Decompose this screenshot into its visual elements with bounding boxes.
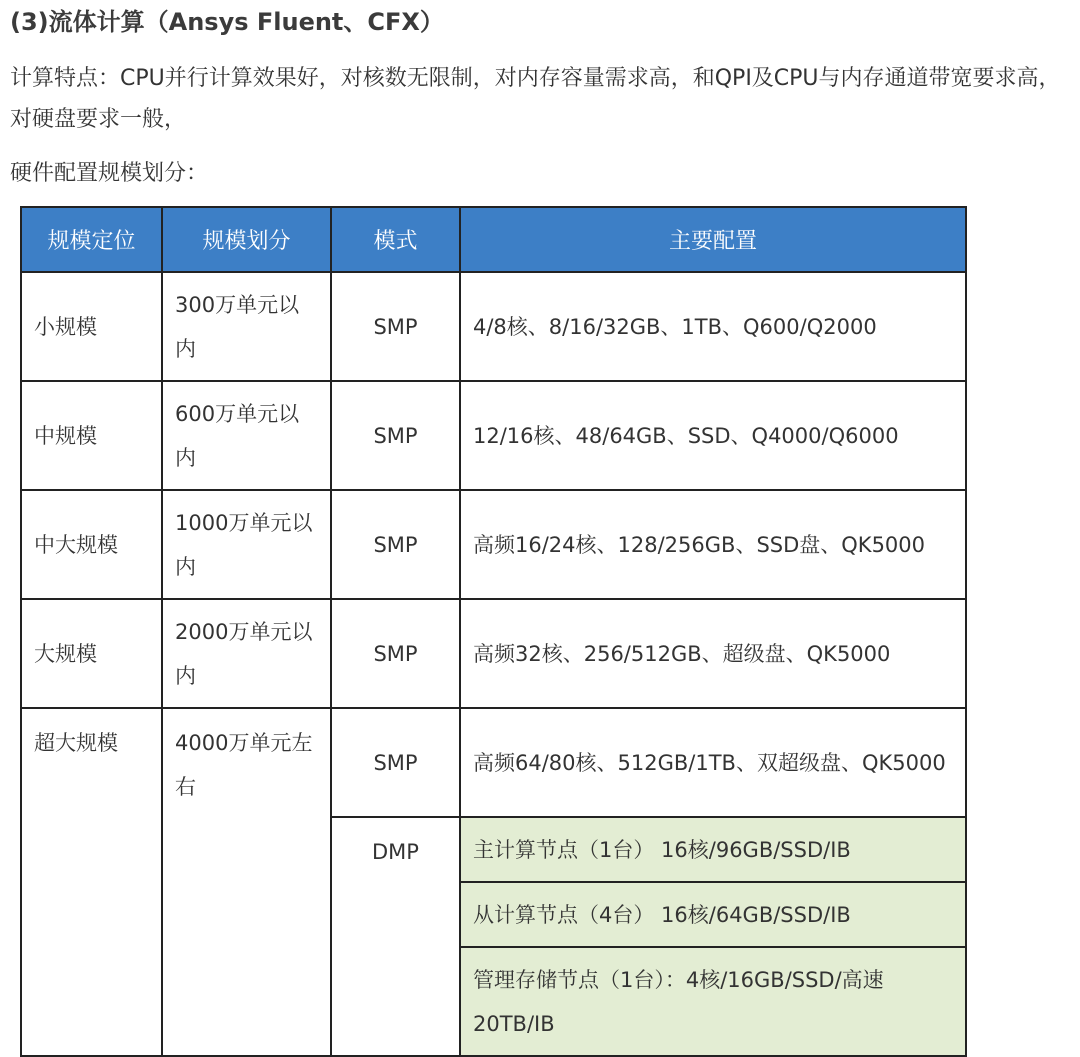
cell-range: 2000万单元以内	[162, 599, 331, 708]
cell-size: 超大规模	[21, 708, 162, 1056]
section-heading: (3)流体计算（Ansys Fluent、CFX）	[10, 8, 444, 36]
hardware-config-table	[20, 206, 967, 1057]
header-mode: 模式	[331, 207, 460, 272]
table-row	[21, 708, 966, 817]
cell-config: 高频32核、256/512GB、超级盘、QK5000	[460, 599, 966, 708]
cell-config: 高频16/24核、128/256GB、SSD盘、QK5000	[460, 490, 966, 599]
cell-size: 大规模	[21, 599, 162, 708]
cell-range: 1000万单元以内	[162, 490, 331, 599]
cell-config: 高频64/80核、512GB/1TB、双超级盘、QK5000	[460, 708, 966, 817]
cell-mode: SMP	[331, 272, 460, 381]
cell-range: 600万单元以内	[162, 381, 331, 490]
cell-dmp-node: 管理存储节点（1台）：4核/16GB/SSD/高速20TB/IB	[460, 947, 966, 1056]
cell-config: 12/16核、48/64GB、SSD、Q4000/Q6000	[460, 381, 966, 490]
computing-characteristics-paragraph: 计算特点：CPU并行计算效果好，对核数无限制，对内存容量需求高，和QPI及CPU与内存通道带宽要求高，对硬盘要求一般，	[10, 66, 1061, 132]
hardware-scale-subheading: 硬件配置规模划分：	[10, 161, 209, 186]
cell-mode: SMP	[331, 381, 460, 490]
cell-dmp-node: 从计算节点（4台） 16核/64GB/SSD/IB	[460, 882, 966, 947]
cell-range: 300万单元以内	[162, 272, 331, 381]
table-row	[21, 599, 966, 708]
table-row	[21, 272, 966, 381]
cell-dmp-node: 主计算节点（1台） 16核/96GB/SSD/IB	[460, 817, 966, 882]
cell-config: 4/8核、8/16/32GB、1TB、Q600/Q2000	[460, 272, 966, 381]
table-row	[21, 490, 966, 599]
header-range: 规模划分	[162, 207, 331, 272]
cell-mode: SMP	[331, 708, 460, 817]
cell-size: 中规模	[21, 381, 162, 490]
header-size: 规模定位	[21, 207, 162, 272]
cell-size: 中大规模	[21, 490, 162, 599]
table-header-row	[21, 207, 966, 272]
cell-mode: SMP	[331, 599, 460, 708]
table-row	[21, 381, 966, 490]
cell-range: 4000万单元左右	[162, 708, 331, 1056]
cell-size: 小规模	[21, 272, 162, 381]
cell-mode-dmp: DMP	[331, 817, 460, 1056]
cell-mode: SMP	[331, 490, 460, 599]
header-config: 主要配置	[460, 207, 966, 272]
